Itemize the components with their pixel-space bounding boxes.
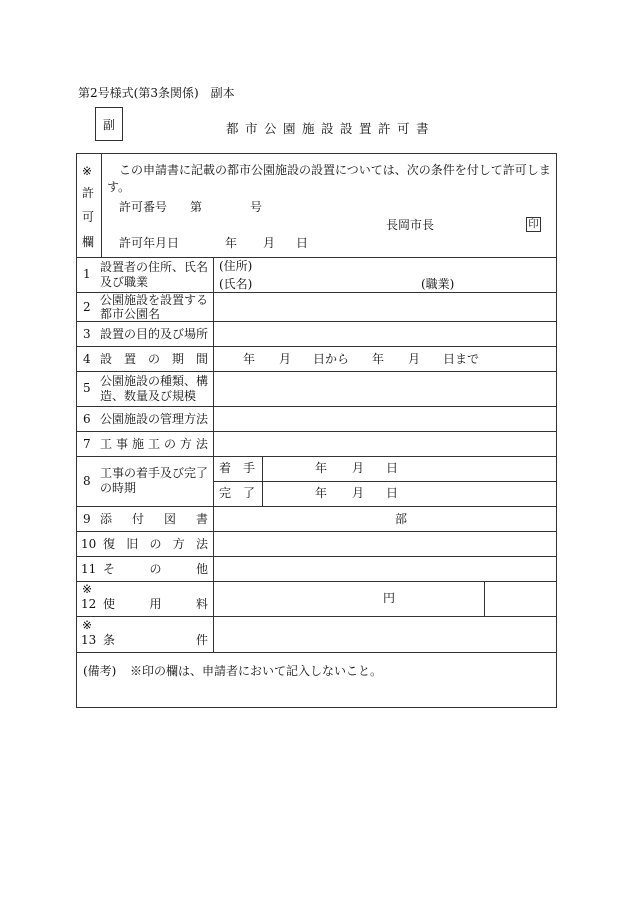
start-label: 着 手 bbox=[219, 461, 255, 475]
remarks-text: ※印の欄は、申請者において記入しないこと。 bbox=[130, 664, 383, 678]
row-line-sub bbox=[213, 481, 556, 482]
row-12-num: 12 bbox=[81, 597, 97, 611]
row-1-num: 1 bbox=[83, 267, 91, 281]
permit-number-go: 号 bbox=[250, 200, 263, 214]
row-8-label-line2: の時期 bbox=[100, 481, 137, 495]
permit-statement-line1: この申請書に記載の都市公園施設の設置については、次の条件を付して許可しま bbox=[119, 163, 551, 177]
row-6-num: 6 bbox=[83, 412, 91, 426]
row-line bbox=[77, 506, 556, 507]
period-end-day: 日まで bbox=[443, 352, 480, 366]
row-13-mark: ※ bbox=[82, 618, 93, 632]
row-6-label: 公園施設の管理方法 bbox=[100, 412, 209, 426]
row-11-label: そ の 他 bbox=[103, 562, 208, 576]
row-line bbox=[77, 531, 556, 532]
row-line bbox=[77, 456, 556, 457]
permit-mark-1: ※ bbox=[82, 164, 93, 178]
permit-mark-3: 可 bbox=[82, 210, 95, 224]
permit-statement-line2: す。 bbox=[107, 180, 131, 194]
period-end-month: 月 bbox=[408, 352, 421, 366]
row-line bbox=[77, 346, 556, 347]
permit-number-label: 許可番号 bbox=[119, 200, 168, 214]
row-1-occupation: (職業) bbox=[421, 277, 455, 291]
row-3-num: 3 bbox=[83, 327, 91, 341]
row-5-num: 5 bbox=[83, 381, 91, 395]
fee-sub-divider bbox=[484, 581, 485, 616]
row-line bbox=[77, 431, 556, 432]
seal-mark: 印 bbox=[526, 217, 541, 232]
row-10-num: 10 bbox=[81, 537, 97, 551]
row-2-label-line1: 公園施設を設置する bbox=[100, 293, 209, 307]
permit-number-dai: 第 bbox=[190, 200, 203, 214]
row-9-label: 添 付 図 書 bbox=[100, 512, 208, 526]
permit-mark-divider bbox=[101, 154, 102, 257]
row-8-label-line1: 工事の着手及び完了 bbox=[100, 466, 209, 480]
copy-mark-box bbox=[95, 107, 123, 141]
mayor-label: 長岡市長 bbox=[386, 218, 435, 232]
row-1-address: (住所) bbox=[219, 259, 253, 273]
copy-mark: 副 bbox=[102, 117, 115, 132]
permit-date-year: 年 bbox=[225, 236, 238, 250]
end-month: 月 bbox=[352, 486, 365, 500]
row-10-label: 復 旧 の 方 法 bbox=[103, 537, 208, 551]
row-1-label-line2: 及び職業 bbox=[100, 275, 149, 289]
row-line bbox=[77, 652, 556, 653]
label-value-divider bbox=[213, 257, 214, 652]
row-4-label: 設 置 の 期 間 bbox=[100, 352, 208, 366]
row-11-num: 11 bbox=[81, 562, 97, 576]
permit-mark-2: 許 bbox=[82, 186, 95, 200]
permit-mark-4: 欄 bbox=[82, 235, 95, 249]
period-start-month: 月 bbox=[279, 352, 292, 366]
period-end-year: 年 bbox=[372, 352, 385, 366]
page-title: 都市公園施設設置許可書 bbox=[226, 121, 436, 136]
permit-form-table bbox=[76, 153, 557, 708]
row-3-label: 設置の目的及び場所 bbox=[100, 327, 209, 341]
row-1-label-line1: 設置者の住所、氏名 bbox=[100, 260, 209, 274]
row-12-mark: ※ bbox=[82, 582, 93, 596]
row-13-label: 条 件 bbox=[103, 633, 208, 647]
end-year: 年 bbox=[315, 486, 328, 500]
row-line bbox=[77, 406, 556, 407]
row-8-num: 8 bbox=[83, 474, 91, 488]
fee-unit: 円 bbox=[383, 591, 396, 605]
row-12-label: 使 用 料 bbox=[103, 597, 208, 611]
row-5-label-line2: 造、数量及び規模 bbox=[100, 389, 197, 403]
row-line bbox=[77, 371, 556, 372]
row-line bbox=[77, 556, 556, 557]
permit-date-day: 日 bbox=[296, 236, 309, 250]
row-line bbox=[77, 321, 556, 322]
row-9-num: 9 bbox=[83, 512, 91, 526]
end-day: 日 bbox=[386, 486, 399, 500]
attachment-unit: 部 bbox=[395, 512, 408, 526]
row-4-num: 4 bbox=[83, 352, 91, 366]
end-label: 完 了 bbox=[219, 486, 255, 500]
row-5-label-line1: 公園施設の種類、構 bbox=[100, 374, 209, 388]
permit-date-label: 許可年月日 bbox=[119, 236, 180, 250]
row-1-name: (氏名) bbox=[219, 277, 253, 291]
form-number-label: 第2号様式(第3条関係) 副本 bbox=[78, 86, 235, 100]
permit-date-month: 月 bbox=[263, 236, 276, 250]
row-13-num: 13 bbox=[81, 633, 97, 647]
row-7-num: 7 bbox=[83, 437, 91, 451]
row-line bbox=[77, 257, 556, 258]
period-start-year: 年 bbox=[243, 352, 256, 366]
remarks-label: (備考) bbox=[83, 664, 117, 678]
start-day: 日 bbox=[386, 461, 399, 475]
row-2-label-line2: 都市公園名 bbox=[100, 307, 161, 321]
start-month: 月 bbox=[352, 461, 365, 475]
start-year: 年 bbox=[315, 461, 328, 475]
row-line bbox=[77, 616, 556, 617]
period-start-day: 日から bbox=[313, 352, 350, 366]
row-7-label: 工 事 施 工 の 方 法 bbox=[100, 437, 208, 451]
row-2-num: 2 bbox=[83, 300, 91, 314]
period-sub-divider bbox=[262, 456, 263, 506]
